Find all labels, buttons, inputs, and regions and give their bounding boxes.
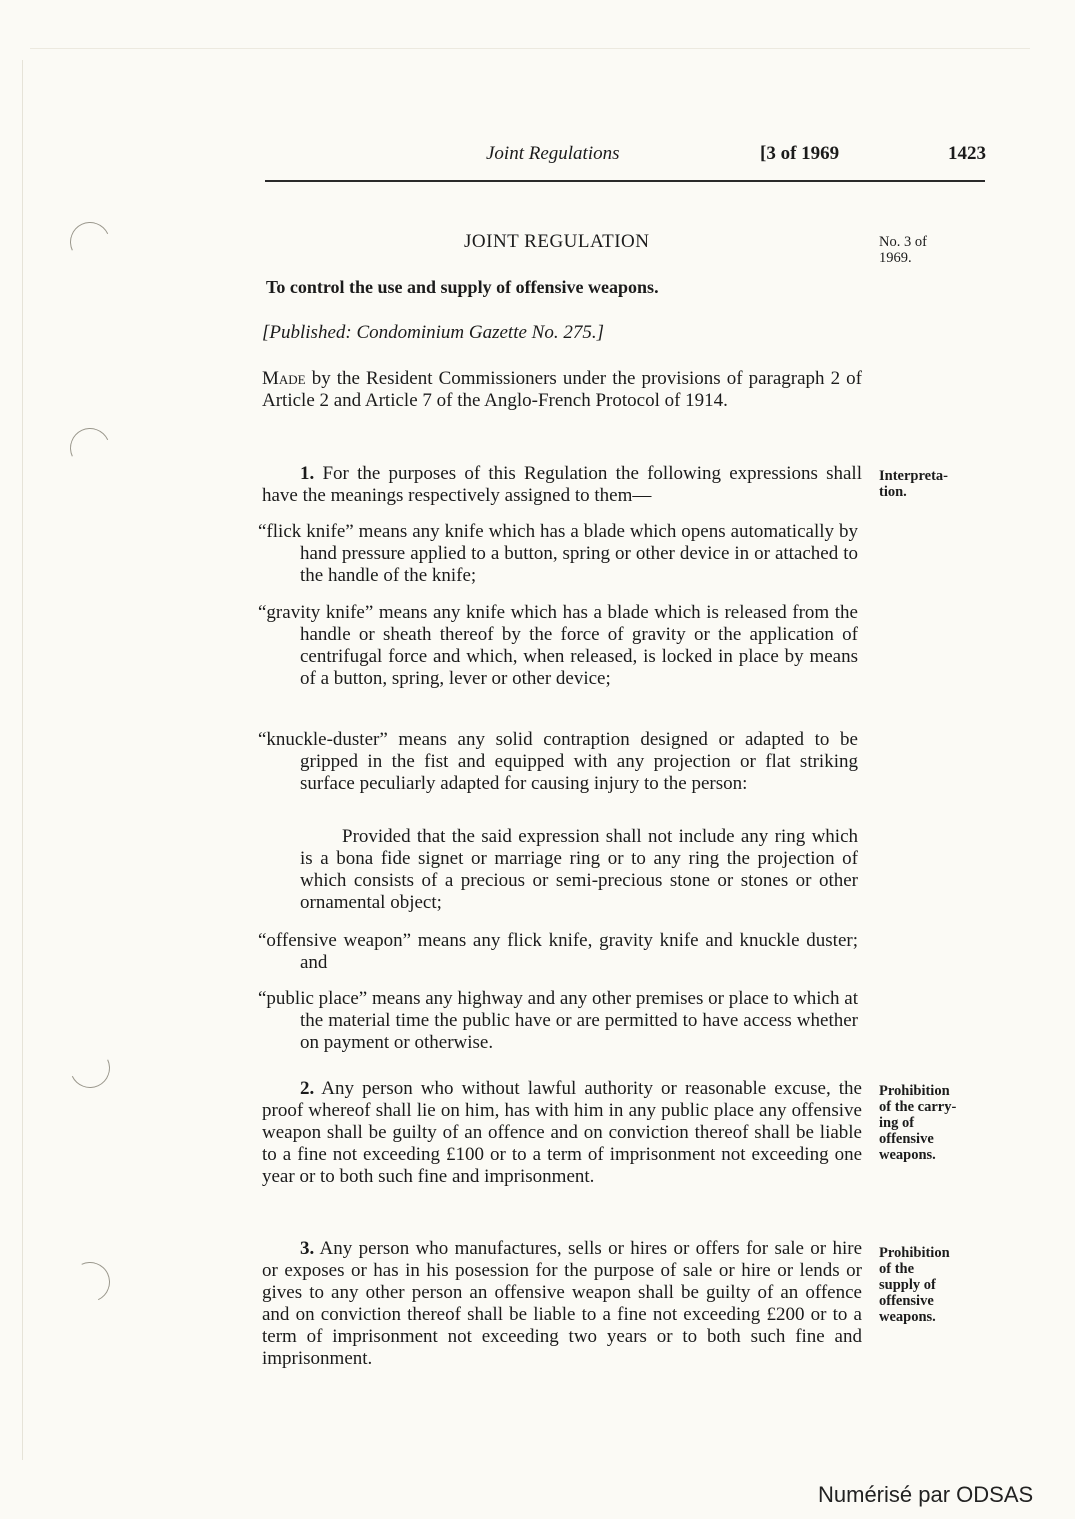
- margin-note-line: weapons.: [879, 1147, 936, 1163]
- page-left-edge: [22, 60, 23, 1460]
- punch-hole-icon: [64, 216, 115, 267]
- section-3-margin-note: [879, 1245, 975, 1325]
- section-text: For the purposes of this Regulation the following expressions shall have the meanings respectively assigned to them—: [262, 463, 862, 506]
- margin-note-line: weapons.: [879, 1309, 936, 1325]
- regulation-reference: [3 of 1969: [760, 143, 840, 164]
- publication-note: [Published: Condominium Gazette No. 275.]: [262, 322, 604, 343]
- made-word: Made: [262, 368, 306, 389]
- section-text: Any person who without lawful authority or reasonable excuse, the proof whereof shall lie on him, has with him in any public place any offensive weapon shall be guilty of an offence and on conviction thereof shall be liable to a fine not exceeding £100 or to a term of imprisonment not exceeding one year or to both such fine and imprisonment.: [262, 1078, 862, 1187]
- margin-note-line: tion.: [879, 484, 907, 500]
- margin-note-line: 1969.: [879, 250, 912, 266]
- definition-gravity-knife: “gravity knife” means any knife which has a blade which is released from the handle or sheath thereof by the force of gravity or the application of centrifugal force and which, when released, is locked in place by means of a button, spring, lever or other device;: [258, 602, 858, 689]
- margin-note-line: offensive: [879, 1293, 934, 1309]
- document-subtitle: To control the use and supply of offensive weapons.: [266, 277, 659, 297]
- section-3: [262, 1238, 862, 1370]
- margin-note-line: of the: [879, 1261, 915, 1277]
- margin-note-line: No. 3 of: [879, 234, 927, 250]
- definition-flick-knife: “flick knife” means any knife which has a blade which opens automatically by hand pressure applied to a button, spring or other device in or attached to the handle of the knife;: [258, 521, 858, 586]
- margin-note-line: offensive: [879, 1131, 934, 1147]
- section-1-margin-note: [879, 468, 975, 500]
- punch-hole-icon: [64, 1042, 115, 1093]
- definition-public-place: “public place” means any highway and any other premises or place to which at the material time the public have or are permitted to have access whether on payment or otherwise.: [258, 988, 858, 1053]
- running-title: Joint Regulations: [486, 143, 620, 164]
- document-title: JOINT REGULATION: [464, 231, 650, 252]
- margin-note-line: ing of: [879, 1115, 915, 1131]
- section-2-margin-note: [879, 1083, 975, 1163]
- digitization-credit: Numérisé par ODSAS: [818, 1482, 1034, 1507]
- definition-knuckle-duster: “knuckle-duster” means any solid contraption designed or adapted to be gripped in the fist and equipped with any projection or flat striking surface peculiarly adapted for causing injury to the person:: [258, 729, 858, 794]
- section-number: 3.: [300, 1238, 315, 1259]
- section-text: Any person who manufactures, sells or hires or offers for sale or hire or exposes or has in his posession for the purpose of sale or hire or lends or gives to any other person an offensive weapon shall be guilty of an offence and on conviction thereof shall be liable to a fine not exceeding £200 or to a term of imprisonment not exceeding two years or to both such fine and imprisonment.: [262, 1238, 862, 1369]
- page-number: 1423: [948, 143, 986, 164]
- section-number: 2.: [300, 1078, 315, 1099]
- enacting-clause: [262, 368, 862, 412]
- definition-offensive-weapon: “offensive weapon” means any flick knife, gravity knife and knuckle duster; and: [258, 930, 858, 973]
- punch-hole-icon: [64, 422, 115, 473]
- margin-note-line: Prohibition: [879, 1245, 950, 1261]
- margin-note-line: Prohibition: [879, 1083, 950, 1099]
- margin-note-line: Interpreta-: [879, 468, 948, 484]
- section-2: [262, 1078, 862, 1188]
- section-1: [262, 463, 862, 507]
- enacting-text: by the Resident Commissioners under the provisions of paragraph 2 of Article 2 and Article 7 of the Anglo-French Protocol of 1914.: [262, 368, 862, 411]
- section-number: 1.: [300, 463, 315, 484]
- definition-proviso: Provided that the said expression shall not include any ring which is a bona fide signet or marriage ring or to any ring the projection of which consists of a precious or semi-precious stone or stones or other ornamental object;: [300, 826, 858, 913]
- header-rule: [265, 180, 985, 182]
- margin-note-line: of the carry-: [879, 1099, 957, 1115]
- page-top-edge: [30, 48, 1030, 49]
- margin-number-note: [879, 234, 975, 266]
- punch-hole-icon: [64, 1256, 115, 1307]
- margin-note-line: supply of: [879, 1277, 936, 1293]
